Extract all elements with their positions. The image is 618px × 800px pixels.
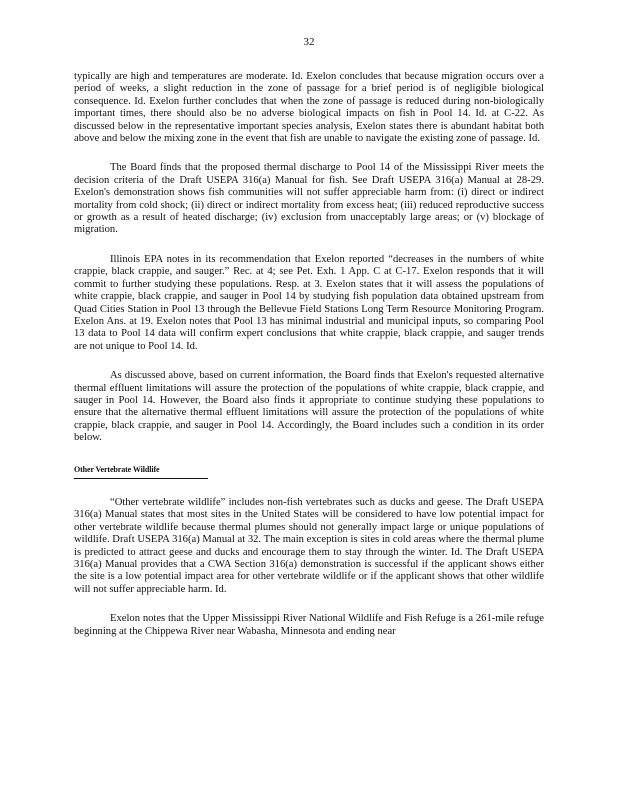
paragraph-other-vertebrate-wildlife: “Other vertebrate wildlife” includes non-fish vertebrates such as ducks and geese. The Draft USEPA 316(a) Manual states that most sites in the United States will be considered to have low potential impact for other vertebrate wildlife because thermal plumes should not generally impact large or unique populations of wildlife. Draft USEPA 316(a) Manual at 32. The main exception is sites in cold areas where the thermal plume is predicted to attract geese and ducks and encourage them to stay through the winter. Id. The Draft USEPA 316(a) Manual provides that a CWA Section 316(a) demonstration is successful if the applicant shows either the site is a low potential impact area for other vertebrate wildlife or if the applicant shows that other wildlife will not suffer appreciable harm. Id. [74,496,544,595]
section-heading-other-vertebrate-wildlife: Other Vertebrate Wildlife [74,464,208,479]
paragraph-board-condition: As discussed above, based on current information, the Board finds that Exelon's requested alternative thermal effluent limitations will assure the protection of the populations of white crappie, black crappie, and sauger in Pool 14. However, the Board also finds it appropriate to continue studying these populations to ensure that the alternative thermal effluent limitations will assure the protection of the populations of white crappie, black crappie, and sauger in Pool 14. Accordingly, the Board includes such a condition in its order below. [74,370,544,444]
paragraph-illinois-epa-notes: Illinois EPA notes in its recommendation that Exelon reported “decreases in the numbers of white crappie, black crappie, and sauger.” Rec. at 4; see Pet. Exh. 1 App. C at C-17. Exelon responds that it will commit to further studying these populations. Resp. at 3. Exelon states that it will assess the populations of white crappie, black crappie, and sauger in Pool 14 by studying fish population data obtained upstream from Quad Cities Station in Pool 13 through the Bellevue Field Stations Long Term Resource Monitoring Program. Exelon Ans. at 19. Exelon notes that Pool 13 has minimal industrial and municipal inputs, so comparing Pool 13 data to Pool 14 data will confirm expert conclusions that white crappie, black crappie, and sauger trends are not unique to Pool 14. Id. [74,253,544,352]
document-body [74,71,544,655]
paragraph-wildlife-refuge: Exelon notes that the Upper Mississippi River National Wildlife and Fish Refuge is a 261-mile refuge beginning at the Chippewa River near Wabasha, Minnesota and ending near [74,613,544,637]
paragraph-zone-of-passage: typically are high and temperatures are moderate. Id. Exelon concludes that because migration occurs over a period of weeks, a slight reduction in the zone of passage for a brief period is of negligible biological consequence. Id. Exelon further concludes that when the zone of passage is reduced during non-biologically important times, there should also be no adverse biological impacts on fish in Pool 14. Id. at C-22. As discussed below in the representative important species analysis, Exelon states there is abundant habitat both above and below the mixing zone in the event that fish are unable to navigate the existing zone of passage. Id. [74,71,544,145]
page-number: 32 [303,36,315,48]
paragraph-board-finds-fish: The Board finds that the proposed thermal discharge to Pool 14 of the Mississippi River meets the decision criteria of the Draft USEPA 316(a) Manual for fish. See Draft USEPA 316(a) Manual at 28-29. Exelon's demonstration shows fish communities will not suffer appreciable harm from: (i) direct or indirect mortality from cold shock; (ii) direct or indirect mortality from excess heat; (iii) reduced reproductive success or growth as a result of heated discharge; (iv) exclusion from unacceptably large areas; or (v) blockage of migration. [74,162,544,236]
